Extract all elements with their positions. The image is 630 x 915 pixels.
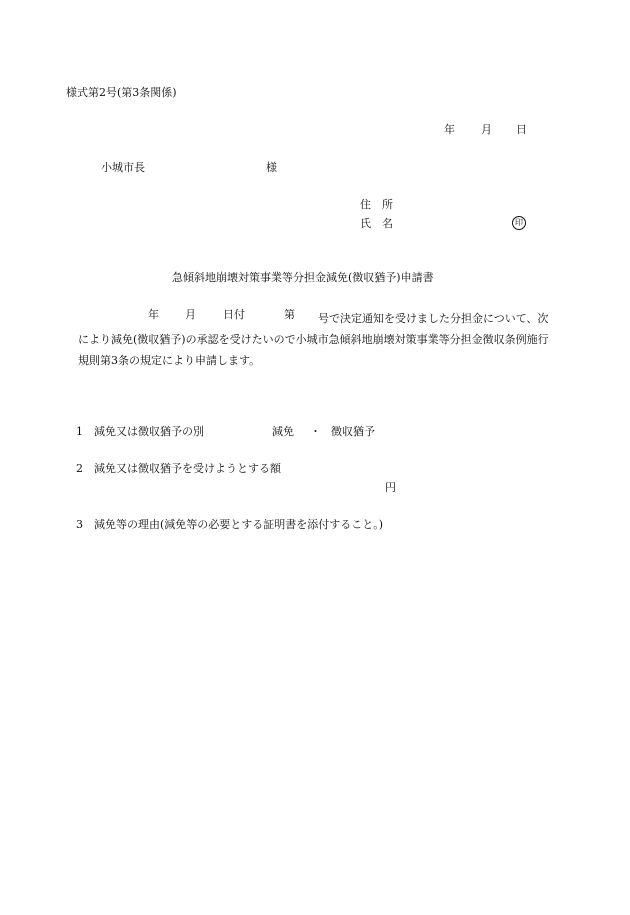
body-day-label: 日付 xyxy=(223,308,245,321)
document-title: 急傾斜地崩壊対策事業等分担金減免(徴収猶予)申請書 xyxy=(172,271,434,284)
item-2-unit: 円 xyxy=(385,481,396,494)
body-month-label: 月 xyxy=(185,308,196,321)
addressee-name: 小城市長 xyxy=(101,161,145,174)
date-month-label: 月 xyxy=(481,123,492,136)
seal-icon: 印 xyxy=(512,216,526,230)
name-label: 氏 名 xyxy=(360,217,393,230)
body-number-prefix: 第 xyxy=(284,308,295,321)
item-1-number: 1 xyxy=(76,425,83,438)
item-1-label: 減免又は徴収猶予の別 xyxy=(94,425,204,438)
date-year-label: 年 xyxy=(444,123,455,136)
item-3-number: 3 xyxy=(76,518,83,531)
body-text: 号で決定通知を受けました分担金について、次により減免(徴収猶予)の承認を受けたいので小城市急傾斜地崩壊対策事業等分担金徴収条例施行規則第3条の規定により申請します。 xyxy=(78,312,549,367)
item-1-option-exemption: 減免 xyxy=(272,425,294,438)
item-2-number: 2 xyxy=(76,462,83,475)
item-3-label: 減免等の理由(減免等の必要とする証明書を添付すること。) xyxy=(94,518,384,531)
date-day-label: 日 xyxy=(516,123,527,136)
address-label: 住 所 xyxy=(360,198,393,211)
body-paragraph xyxy=(78,308,554,371)
item-2-label: 減免又は徴収猶予を受けようとする額 xyxy=(94,462,281,475)
addressee-honorific: 様 xyxy=(266,161,277,174)
item-1-option-deferral: 徴収猶予 xyxy=(331,425,375,438)
item-1-separator: ・ xyxy=(310,425,321,438)
body-year-label: 年 xyxy=(148,308,159,321)
form-number: 様式第2号(第3条関係) xyxy=(66,86,177,99)
